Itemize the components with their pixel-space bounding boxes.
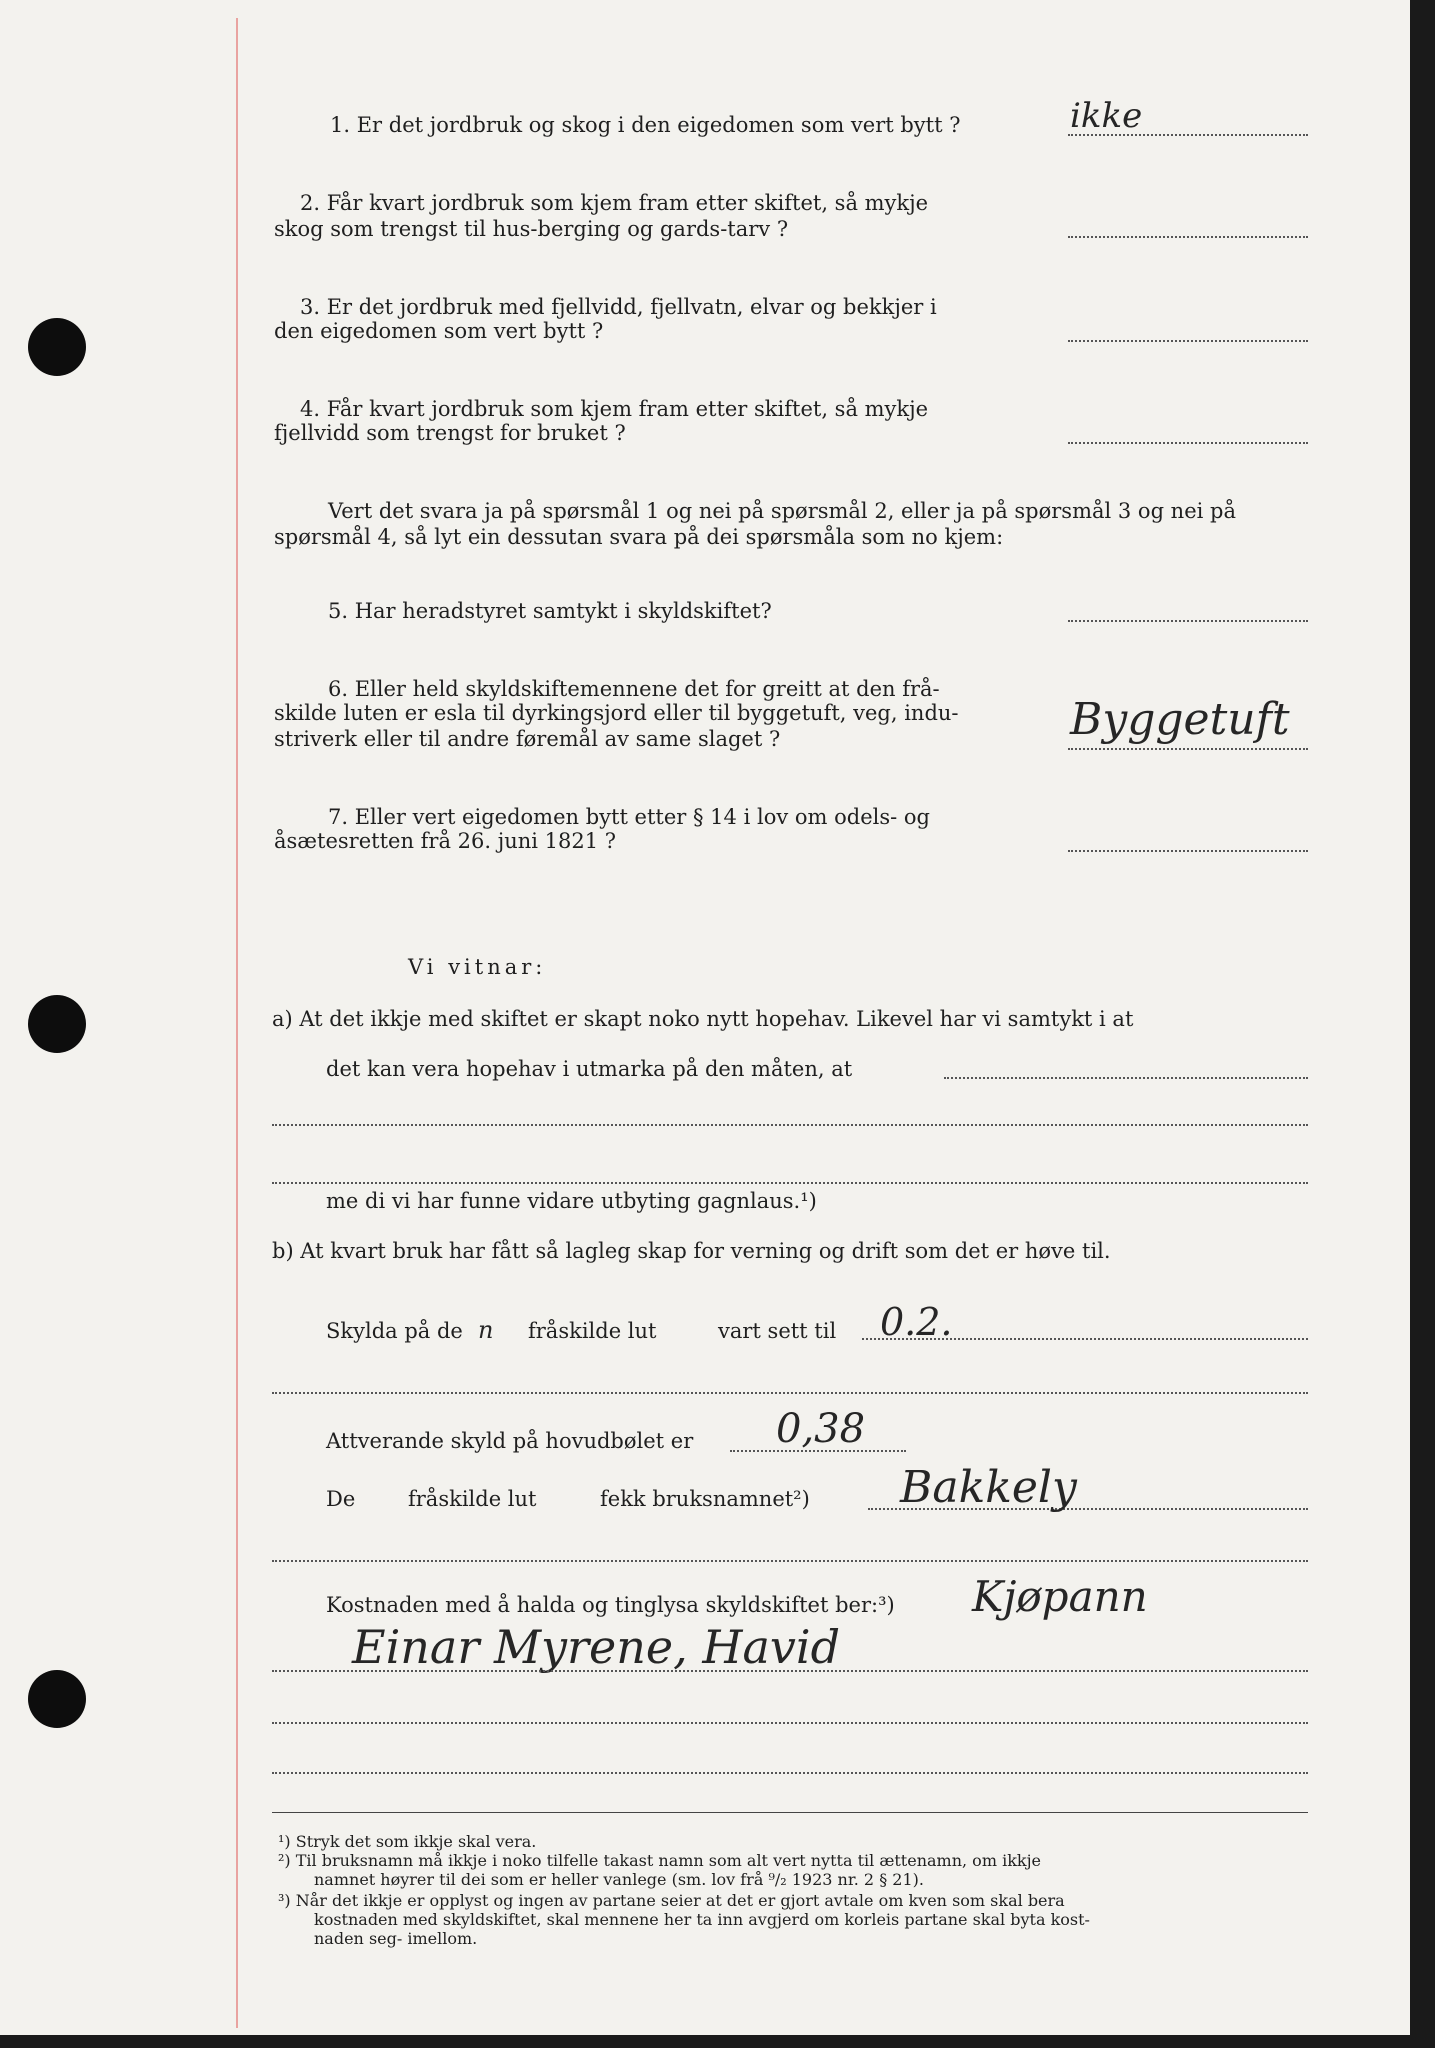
skyld-label-mid: fråskilde lut [528,1319,657,1343]
punch-hole [28,995,86,1053]
question-5: 5. Har heradstyret samtykt i skyldskiftet? [328,599,772,623]
witness-a-line3: me di vi har funne vidare utbyting gagnlaus.¹) [326,1189,817,1213]
bruksnamn-value: Bakkely [900,1462,1077,1513]
footnote-rule [272,1812,1308,1813]
kostnad-label: Kostnaden med å halda og tinglysa skyldskiftet ber:³) [326,1593,895,1617]
skyld-label-end: vart sett til [718,1319,837,1343]
question-4-line1: 4. Får kvart jordbruk som kjem fram etter skiftet, så mykje [300,397,929,421]
footnote-2-line2: namnet høyrer til dei som er heller vanlege (sm. lov frå ⁹/₂ 1923 nr. 2 § 21). [314,1870,924,1889]
answer-line-4 [1068,442,1308,444]
question-7-line1: 7. Eller vert eigedomen bytt etter § 14 i lov om odels- og [328,805,930,829]
witness-a-line1: a) At det ikkje med skiftet er skapt noko nytt hopehav. Likevel har vi samtykt i at [272,1007,1134,1031]
footnote-1: ¹) Stryk det som ikkje skal vera. [278,1832,537,1851]
bruksnamn-line-2 [272,1560,1308,1562]
question-2-line2: skog som trengst til hus-berging og gards-tarv ? [274,217,789,241]
red-margin-line [236,18,238,2028]
kostnad-line-3 [272,1722,1308,1724]
skyld-line-2 [272,1392,1308,1394]
attverande-value: 0,38 [776,1406,866,1452]
question-4-line2: fjellvidd som trengst for bruket ? [274,421,626,445]
instruction-line1: Vert det svara ja på spørsmål 1 og nei på spørsmål 2, eller ja på spørsmål 3 og nei på [328,499,1236,523]
answer-6-handwriting: Byggetuft [1070,694,1290,745]
skyld-label: Skylda på de [326,1319,463,1343]
answer-line-a3 [272,1182,1308,1184]
footnote-3-line2: kostnaden med skyldskiftet, skal mennene her ta inn avgjerd om korleis partane skal byta kost- [314,1910,1090,1929]
skyld-value: 0.2. [880,1300,953,1344]
punch-hole [28,318,86,376]
footnote-2-line1: ²) Til bruksnamn må ikkje i noko tilfelle takast namn som alt vert nytta til ættenamn, om ikkje [278,1851,1042,1870]
question-6-line1: 6. Eller held skyldskiftemennene det for greitt at den frå- [328,677,940,701]
answer-line-a2 [272,1124,1308,1126]
attverande-label: Attverande skyld på hovudbølet er [326,1429,694,1453]
footnote-3-line3: naden seg- imellom. [314,1929,478,1948]
witness-b: b) At kvart bruk har fått så lagleg skap for verning og drift som det er høve til. [272,1239,1111,1263]
question-2-line1: 2. Får kvart jordbruk som kjem fram etter skiftet, så mykje [300,191,929,215]
witness-a-line2: det kan vera hopehav i utmarka på den måten, at [326,1057,853,1081]
bruksnamn-label-2: fråskilde lut [408,1487,537,1511]
answer-line-a1 [944,1077,1308,1079]
kostnad-value-1: Kjøpann [972,1572,1148,1621]
question-6-line2: skilde luten er esla til dyrkingsjord eller til byggetuft, veg, indu- [274,701,959,725]
footnote-3-line1: ³) Når det ikkje er opplyst og ingen av partane seier at det er gjort avtale om kven som skal bera [278,1891,1065,1910]
kostnad-line-2 [272,1670,1308,1672]
question-3-line2: den eigedomen som vert bytt ? [274,319,604,343]
instruction-line2: spørsmål 4, så lyt ein dessutan svara på dei spørsmåla som no kjem: [274,525,1004,549]
kostnad-line-4 [272,1772,1308,1774]
answer-line-6 [1068,748,1308,750]
answer-line-3 [1068,340,1308,342]
answer-1-handwriting: ikke [1070,96,1143,136]
answer-line-7 [1068,850,1308,852]
question-3-line1: 3. Er det jordbruk med fjellvidd, fjellvatn, elvar og bekkjer i [300,295,937,319]
question-1: 1. Er det jordbruk og skog i den eigedomen som vert bytt ? [330,113,961,137]
witness-heading: Vi vitnar: [408,955,547,979]
question-7-line2: åsætesretten frå 26. juni 1821 ? [274,829,617,853]
skyld-handwritten-n: n [478,1316,494,1344]
bruksnamn-label-3: fekk bruksnamnet²) [600,1487,810,1511]
answer-line-2 [1068,236,1308,238]
question-6-line3: striverk eller til andre føremål av same slaget ? [274,727,781,751]
answer-line-5 [1068,620,1308,622]
punch-hole [28,1670,86,1728]
bruksnamn-label-1: De [326,1487,356,1511]
kostnad-value-2: Einar Myrene, Havid [352,1620,841,1674]
